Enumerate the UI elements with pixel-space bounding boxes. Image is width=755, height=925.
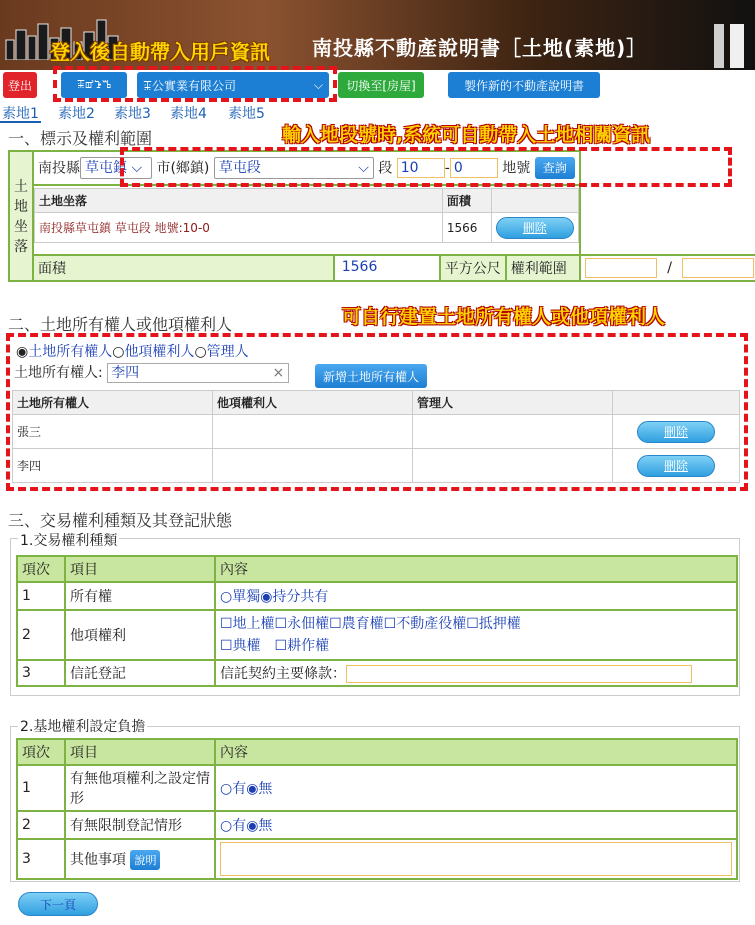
add-owner-button[interactable]: 新增土地所有權人 (315, 364, 427, 388)
rights-label: 權利範圍 (506, 255, 580, 281)
row-no: 3 (17, 660, 65, 686)
header-decoration-icon (712, 24, 752, 68)
trust-label: 信託契約主要條款： (220, 666, 346, 682)
delete-land-button[interactable]: 刪除 (496, 217, 574, 239)
land-auto-callout: 輸入地段號時,系統可自動帶入土地相關資訊 (282, 124, 651, 146)
radio-other[interactable]: ○他項權利人 (112, 344, 195, 360)
other-matters-textarea[interactable] (220, 842, 732, 876)
page-title: 南投縣不動產說明書［土地(素地)］ (312, 36, 648, 60)
table-row (17, 582, 737, 610)
other-rights-checkboxes[interactable]: ☐地上權☐永佃權☐農育權☐不動產役權☐抵押權 (220, 616, 521, 632)
ownership-radio-group[interactable]: ○單獨◉持分共有 (215, 582, 737, 610)
col-no: 項次 (17, 739, 65, 765)
row-no: 1 (17, 765, 65, 811)
table-row (17, 811, 737, 839)
owner-header: 土地所有權人 (13, 391, 213, 415)
new-document-button[interactable]: 製作新的不動產說明書 (448, 72, 600, 98)
result-header-location: 土地坐落 (35, 189, 443, 213)
other-rights-checkboxes-2[interactable]: ☐典權 ☐耕作權 (220, 638, 330, 654)
tab-land-5[interactable]: 素地5 (228, 106, 265, 122)
area-input[interactable]: 1566 (339, 258, 435, 278)
trust-terms-input[interactable] (346, 665, 692, 683)
row-item: 有無他項權利之設定情形 (65, 765, 215, 811)
col-content: 內容 (215, 739, 737, 765)
section-3-title: 三、交易權利種類及其登記狀態 (8, 511, 233, 530)
radio-owner-label: 土地所有權人 (28, 344, 113, 360)
result-location: 南投縣草屯鎮 草屯段 地號:10-0 (35, 213, 443, 243)
table-row (17, 660, 737, 686)
owner-highlight-box (6, 333, 748, 491)
area-unit: 平方公尺 (440, 255, 506, 281)
delete-owner-button[interactable]: 刪除 (637, 421, 715, 443)
subsection-1-title: 1.交易權利種類 (18, 530, 119, 550)
county-label: 南投縣 (38, 160, 80, 177)
section-2-title: 二、土地所有權人或他項權利人 (8, 315, 233, 334)
explain-button[interactable]: 說明 (130, 850, 160, 870)
owner-custom-callout: 可自行建置土地所有權人或他項權利人 (342, 306, 666, 328)
land-highlight-box (120, 147, 732, 187)
chevron-down-icon: ⌵ (358, 160, 369, 177)
location-label: 土地坐落 (9, 151, 33, 281)
lot-main-input[interactable]: 10 (397, 158, 445, 178)
section-1-title: 一、標示及權利範圍 (8, 129, 153, 148)
row-item: 有無限制登記情形 (65, 811, 215, 839)
col-item: 項目 (65, 556, 215, 582)
rights-separator: / (667, 260, 672, 276)
tab-land-3[interactable]: 素地3 (114, 106, 151, 122)
row-no: 2 (17, 811, 65, 839)
owner-cell: 張三 (13, 415, 213, 449)
row-item: 信託登記 (65, 660, 215, 686)
owner-name-value: 李四 (111, 365, 140, 381)
row-item: 其他事項 (70, 851, 126, 868)
radio-manager-label: 管理人 (206, 344, 249, 360)
company-select-value: ꔯ公實業有限公司 (143, 78, 237, 93)
restriction-radio-group[interactable]: ○有◉無 (215, 811, 737, 839)
logout-button[interactable]: 登出 (3, 72, 37, 98)
user-button[interactable]: ꔯꕠꕲꕰ (61, 72, 127, 98)
row-item: 他項權利 (65, 610, 215, 660)
rights-numerator-input[interactable] (585, 258, 657, 278)
row-no: 2 (17, 610, 65, 660)
other-rights-radio-group[interactable]: ○有◉無 (215, 765, 737, 811)
table-row (17, 610, 737, 660)
radio-other-label: 他項權利人 (124, 344, 195, 360)
tab-land-1[interactable]: 素地1 (0, 103, 41, 123)
table-row (17, 765, 737, 811)
tab-land-2[interactable]: 素地2 (58, 106, 95, 122)
owner-label: 土地所有權人: (14, 365, 103, 381)
radio-manager[interactable]: ○管理人 (194, 344, 249, 360)
subsection-2-title: 2.基地權利設定負擔 (18, 716, 147, 736)
other-header: 他項權利人 (213, 391, 413, 415)
land-result-table (34, 188, 579, 243)
lot-sub-input[interactable]: 0 (450, 158, 498, 178)
lot-suffix: 地號 (502, 160, 531, 177)
table-row (17, 839, 737, 879)
section-suffix: 段 (378, 160, 393, 177)
burden-table (16, 738, 738, 880)
clear-icon[interactable]: × (272, 365, 285, 381)
col-item: 項目 (65, 739, 215, 765)
radio-owner[interactable]: ◉土地所有權人 (16, 344, 113, 360)
login-callout: 登入後自動帶入用戶資訊 (50, 40, 270, 64)
delete-owner-button[interactable]: 刪除 (637, 455, 715, 477)
rights-denominator-input[interactable] (682, 258, 754, 278)
table-row (35, 213, 579, 243)
login-highlight-box (53, 66, 337, 102)
col-content: 內容 (215, 556, 737, 582)
row-no: 1 (17, 582, 65, 610)
chevron-down-icon: ⌵ (313, 77, 323, 92)
tab-land-4[interactable]: 素地4 (170, 106, 207, 122)
row-no: 3 (17, 839, 65, 879)
result-header-area: 面積 (442, 189, 491, 213)
town-select-value: 草屯鎮 (85, 160, 127, 177)
lot-separator: - (444, 160, 450, 177)
row-item: 所有權 (65, 582, 215, 610)
switch-house-button[interactable]: 切換至[房屋] (338, 72, 424, 98)
result-area: 1566 (442, 213, 491, 243)
owner-cell: 李四 (13, 449, 213, 483)
area-label: 面積 (33, 255, 334, 281)
col-no: 項次 (17, 556, 65, 582)
rights-table (16, 555, 738, 687)
result-header-action (491, 189, 578, 213)
query-button[interactable]: 查詢 (535, 157, 575, 179)
town-suffix: 市(鄉鎮) (156, 160, 210, 177)
next-page-button[interactable]: 下一頁 (18, 892, 98, 916)
section-select-value: 草屯段 (218, 160, 261, 177)
town-select[interactable]: 草屯鎮 ⌵ (80, 157, 152, 179)
manager-header: 管理人 (413, 391, 613, 415)
